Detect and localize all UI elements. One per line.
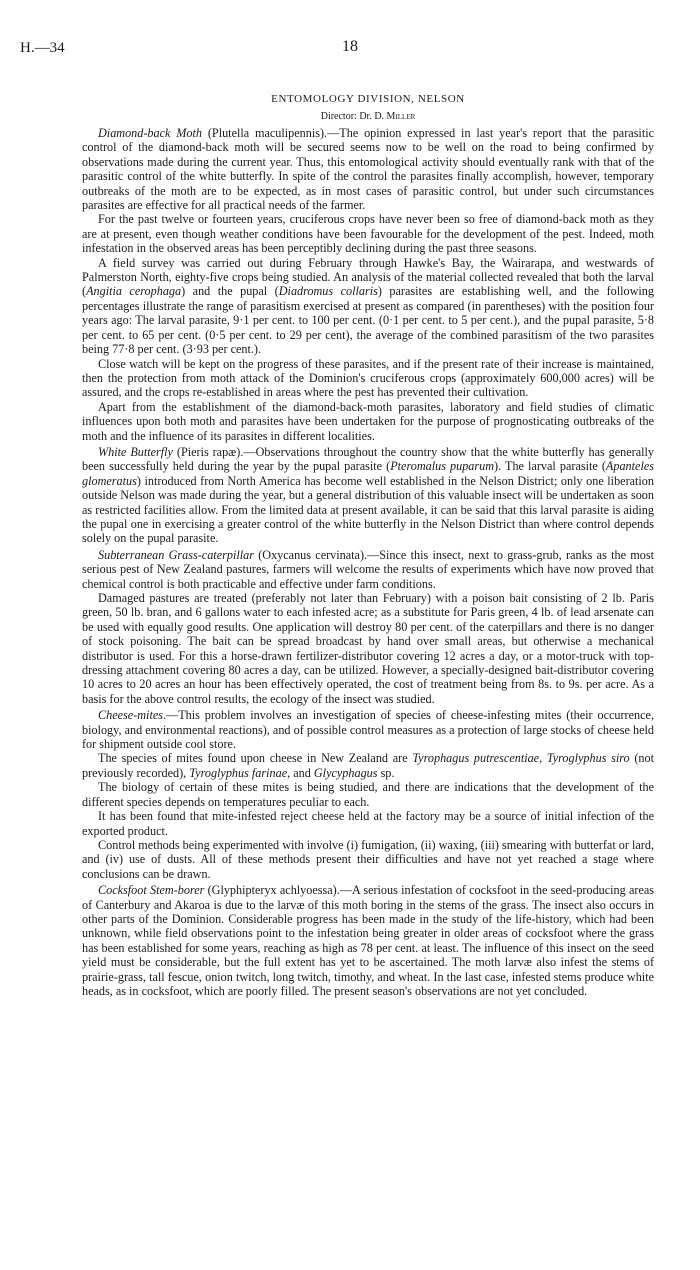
paragraph-cheese-mites: Cheese-mites.—This problem involves an investigation of species of cheese-infesting mites (their occurrence, biology, and environmental reactions), and of possible control measures as a protection of large stocks of cheese held for shipment outside cool store. [82, 708, 654, 752]
paragraph-diamond-back-moth-2: For the past twelve or fourteen years, cruciferous crops have never been so free of diamond-back moth as they are at present, even though weather conditions have been favourable for the development of the pest. Indeed, moth infestation in the observed areas has been perceptibly declining during the past three seasons. [82, 212, 654, 256]
document-body [82, 92, 654, 998]
species-name: Apanteles glomeratus [82, 459, 654, 488]
paragraph-climatic-studies: Apart from the establishment of the diamond-back-moth parasites, laboratory and field studies of climatic influences upon both moth and parasites have been undertaken for the purpose of prognosticating outbreaks of the moth and the influence of its parasites in different localities. [82, 399, 654, 443]
species-name: Pteromalus puparum [390, 459, 495, 474]
page-number: 18 [342, 38, 358, 55]
species-name: Tyroglyphus farinae [189, 765, 288, 780]
paragraph-field-survey: A field survey was carried out during February through Hawke's Bay, the Wairarapa, and westwards of Palmerston North, eighty-five crops being studied. An analysis of the material collected revealed that both the larval (Angitia cerophaga) and the pupal (Diadromus collaris) parasites are establishing well, and the following percentages illustrate the range of parasitism exercised at present as compared (in parentheses) with the position four years ago: The larval parasite, 9·1 per cent. to 100 per cent. (0·1 per cent. to 5 per cent.), and the pupal parasite, 5·8 per cent. to 65 per cent. (0·5 per cent. to 29 per cent), the average of the combined parasitism of the two parasites being 77·8 per cent. (3·93 per cent.). [82, 255, 654, 357]
director-label: Director: Dr. D. [320, 111, 387, 122]
topic-heading: Cocksfoot Stem-borer [98, 883, 205, 898]
director-line [82, 110, 654, 124]
topic-heading: White Butterfly [98, 444, 173, 459]
paragraph-grass-caterpillar: Subterranean Grass-caterpillar (Oxycanus cervinata).—Since this insect, next to grass-grub, ranks as the most serious pest of New Zealand pastures, farmers will welcome the results of experiments which have now proved that chemical control is both practicable and effective under farm conditions. [82, 547, 654, 591]
paragraph-control-methods: Control methods being experimented with involve (i) fumigation, (ii) waxing, (iii) smearing with butterfat or lard, and (iv) use of dusts. All of these methods present their difficulties and have not yet reached a stage where conclusions can be drawn. [82, 837, 654, 881]
paragraph-mite-infection: It has been found that mite-infested reject cheese held at the factory may be a source of initial infection of the exported product. [82, 809, 654, 838]
page-reference: H.—34 [20, 40, 65, 56]
paragraph-mite-species: The species of mites found upon cheese in New Zealand are Tyrophagus putrescentiae, Tyroglyphus siro (not previously recorded), Tyroglyphus farinae, and Glycyphagus sp. [82, 751, 654, 780]
species-name: Glycyphagus [313, 765, 378, 780]
paragraph-poison-bait: Damaged pastures are treated (preferably not later than February) with a poison bait consisting of 2 lb. Paris green, 50 lb. bran, and 6 gallons water to each infested acre; as a substitute for Paris green, 4 lb. of lead arsenate can be used with equally good results. One application will destroy 80 per cent. of the caterpillars and there is no danger of stock poisoning. The bait can be spread broadcast by hand over small areas, but otherwise a mechanical distributor is used. For this a horse-drawn fertilizer-distributor covering 12 acres a day, or a motor-truck with top-dressing attachment covering 80 acres a day, can be utilized. However, a specially-designed bait-distributor covering 10 acres to 20 acres an hour has been effectively operated, the cost of treatment being from 8s. to 9s. per acre. As a basis for the above control results, the ecology of the insect was studied. [82, 591, 654, 706]
topic-heading: Cheese-mites [98, 708, 163, 723]
species-name: Tyrophagus putrescentiae [412, 751, 540, 766]
paragraph-mite-biology: The biology of certain of these mites is being studied, and there are indications that the development of the different species depends on temperatures peculiar to each. [82, 780, 654, 809]
paragraph-close-watch: Close watch will be kept on the progress of these parasites, and if the present rate of their increase is maintained, then the protection from moth attack of the Dominion's cruciferous crops (approximately 600,000 acres) will be assured, and the crops re-established in areas where the pest has prevented their cultivation. [82, 356, 654, 400]
paragraph-cocksfoot-stem-borer: Cocksfoot Stem-borer (Glyphipteryx achlyoessa).—A serious infestation of cocksfoot in the seed-producing areas of Canterbury and Akaroa is due to the larvæ of this moth boring in the stems of the grass. The insect also occurs in other parts of the Dominion. Considerable progress has been made in the study of the life-history, which had been unknown, while field observations point to the infestation being greater in older areas of cocksfoot where the grass has been established for some years, reaching as high as 78 per cent. at least. The influence of this insect on the seed yield must be considerable, but the full extent has yet to be ascertained. The moth larvæ also infest the stems of prairie-grass, tall fescue, onion twitch, long twitch, timothy, and wheat. In the last case, infested stems produce white heads, as in cocksfoot, which are poorly filled. The present season's observations are not yet concluded. [82, 883, 654, 998]
director-name: Miller [386, 111, 416, 122]
topic-heading: Diamond-back Moth [98, 126, 203, 140]
species-name: Diadromus collaris [278, 284, 378, 299]
paragraph-diamond-back-moth-intro: Diamond-back Moth (Plutella maculipennis).—The opinion expressed in last year's report that the parasitic control of the diamond-back moth will be secured seems now to be well on the road to being confirmed by observations made during the current year. Thus, this entomological activity should eventually rank with that of the parasitic control of the white butterfly. In spite of the control the parasites finally accomplish, however, temporary outbreaks of the moth are to be expected, as in most cases of parasitic control, but under such circumstances parasites are effective for all practical needs of the farmer. [82, 126, 654, 213]
species-name: Tyroglyphus siro [546, 751, 630, 766]
topic-heading: Subterranean Grass-caterpillar [98, 547, 254, 562]
species-name: Angitia cerophaga [86, 284, 182, 299]
section-title: ENTOMOLOGY DIVISION, NELSON [271, 93, 465, 105]
paragraph-white-butterfly: White Butterfly (Pieris rapæ).—Observations throughout the country show that the white butterfly has generally been successfully held during the year by the pupal parasite (Pteromalus puparum). The larval parasite (Apanteles glomeratus) introduced from North America has become well established in the Nelson District; only one liberation outside Nelson was made during the year, but a general distribution of this valuable insect will be undertaken as soon as restricted facilities allow. From the limited data at present available, it can be said that this larval parasite is aiding the pupal one in exercising a greater control of the white butterfly in the Nelson District than where control depends solely on the pupal parasite. [82, 444, 655, 546]
